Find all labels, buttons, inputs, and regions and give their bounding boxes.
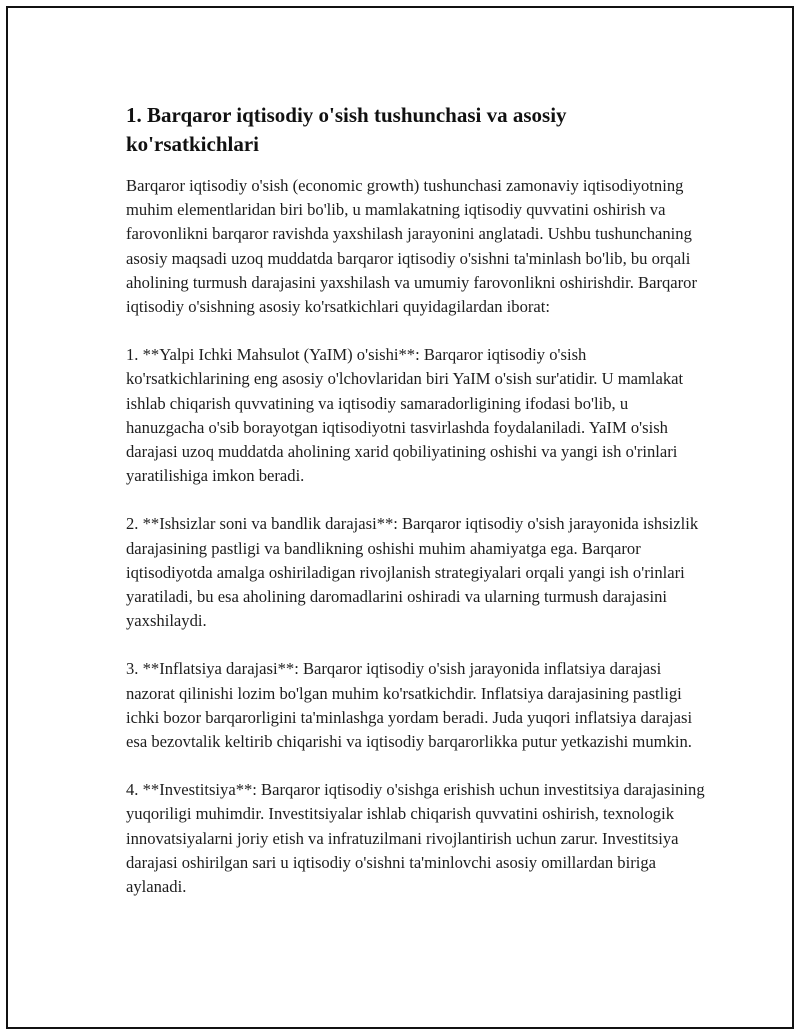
gdp-growth-paragraph: 1. **Yalpi Ichki Mahsulot (YaIM) o'sishi**: Barqaror iqtisodiy o'sish ko'rsatkichlarining eng asosiy o'lchovlaridan biri YaIM o'sish sur'atidir. U mamlakat ishlab chiqarish quvvatining va iqtisodiy samaradorligining ifodasi bo'lib, u hanuzgacha o'sib borayotgan iqtisodiyotni tasvirlashda foydalaniladi. YaIM o'sish darajasi uzoq muddatda aholining xarid qobiliyatining oshishi va yangi ish o'rinlari yaratilishiga imkon beradi. <box>126 345 684 486</box>
intro-paragraph: Barqaror iqtisodiy o'sish (economic growth) tushunchasi zamonaviy iqtisodiyotning muhim elementlaridan biri bo'lib, u mamlakatning iqtisodiy quvvatini oshirish va farovonlikni barqaror ravishda yaxshilash jarayonini anglatadi. Ushbu tushunchaning asosiy maqsadi uzoq muddatda barqaror iqtisodiy o'sishni ta'minlash bo'lib, bu orqali aholining turmush darajasini yaxshilash va umumiy farovonlikni oshirishdir. Barqaror iqtisodiy o'sishning asosiy ko'rsatkichlari quyidagilardan iborat: <box>126 176 698 317</box>
heading-line-1: 1. Barqaror iqtisodiy o'sish tushunchasi va asosiy <box>126 103 567 127</box>
investment-paragraph: 4. **Investitsiya**: Barqaror iqtisodiy o'sishga erishish uchun investitsiya darajasining yuqoriligi muhimdir. Investitsiyalar ishlab chiqarish quvvatini oshirish, texnologik innovatsiyalarni joriy etish va infratuzilmani rivojlantirish uchun zarur. Investitsiya darajasi oshirilgan sari u iqtisodiy o'sishni ta'minlovchi asosiy omillardan biriga aylanadi. <box>126 780 705 897</box>
employment-paragraph: 2. **Ishsizlar soni va bandlik darajasi**: Barqaror iqtisodiy o'sish jarayonida ishsizlik darajasining pastligi va bandlikning oshishi muhim ahamiyatga ega. Barqaror iqtisodiyotda amalga oshiriladigan rivojlanish strategiyalari orqali yangi ish o'rinlari yaratiladi, bu esa aholining daromadlarini oshiradi va ularning turmush darajasini yaxshilaydi. <box>126 514 699 631</box>
inflation-paragraph: 3. **Inflatsiya darajasi**: Barqaror iqtisodiy o'sish jarayonida inflatsiya darajasi nazorat qilinishi lozim bo'lgan muhim ko'rsatkichdir. Inflatsiya darajasining pastligi ichki bozor barqarorligini ta'minlashga yordam beradi. Juda yuqori inflatsiya darajasi esa bezovtalik keltirib chiqarishi va iqtisodiy barqarorlikka putur yetkazishi mumkin. <box>126 659 693 752</box>
page-frame <box>6 6 794 1029</box>
section-heading <box>126 101 706 159</box>
heading-line-2: ko'rsatkichlari <box>126 132 260 156</box>
document-body <box>126 101 706 899</box>
